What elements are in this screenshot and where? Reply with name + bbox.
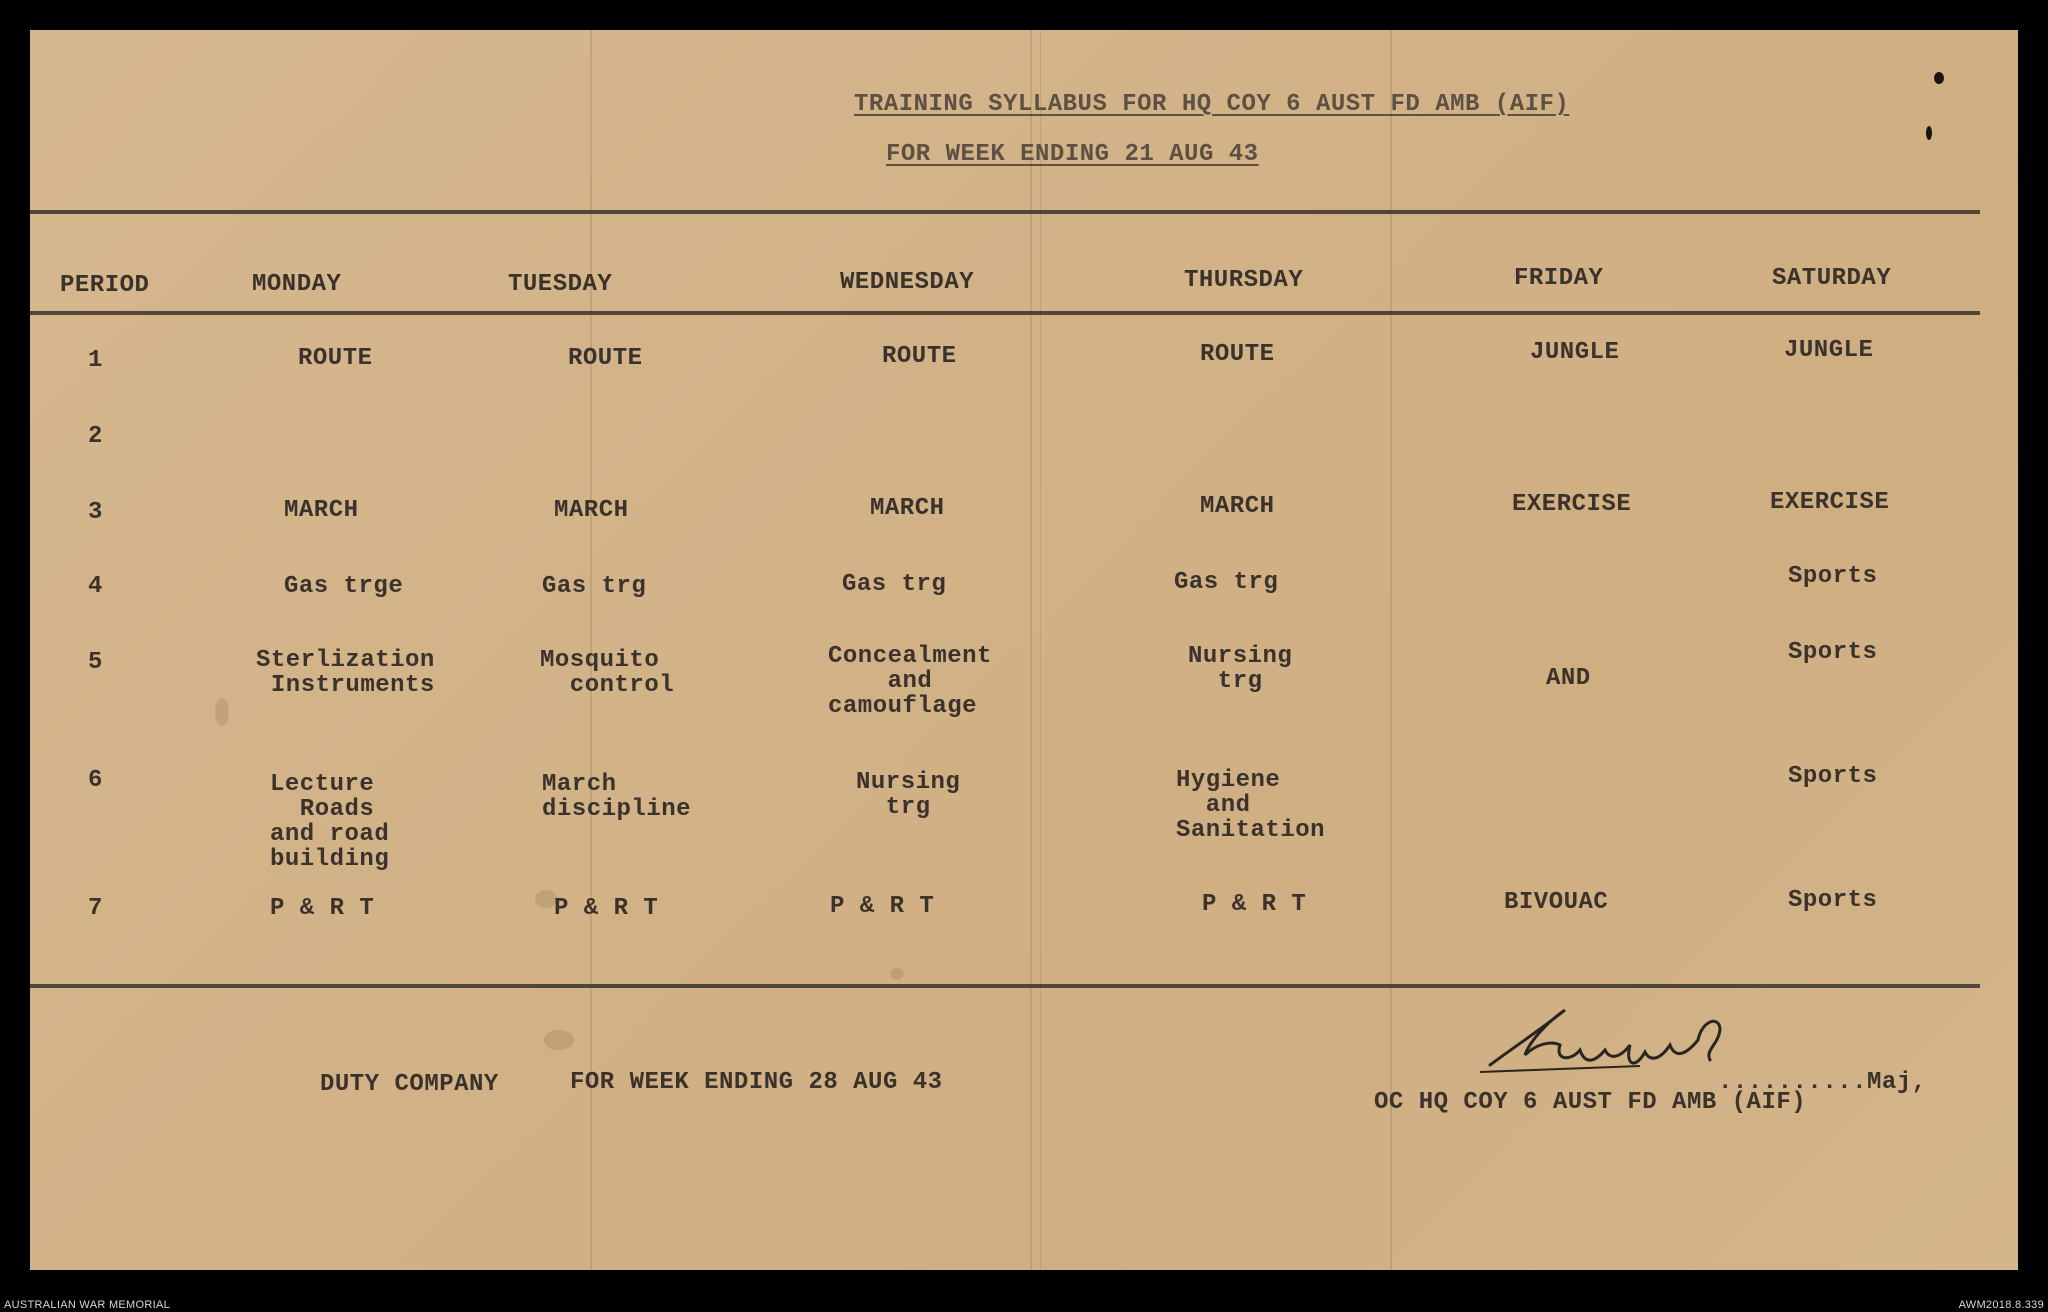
header-tuesday: TUESDAY <box>508 271 613 298</box>
monday-p1: ROUTE <box>298 345 373 372</box>
period-number: 3 <box>88 499 103 526</box>
stain <box>215 698 229 726</box>
monday-p7: P & R T <box>270 895 375 922</box>
tuesday-p1: ROUTE <box>568 345 643 372</box>
period-number: 7 <box>88 895 103 922</box>
friday-p1: JUNGLE <box>1530 339 1620 366</box>
header-saturday: SATURDAY <box>1772 265 1892 292</box>
tuesday-p7: P & R T <box>554 895 659 922</box>
fold-line <box>1040 30 1041 1270</box>
tuesday-p4: Gas trg <box>542 573 647 600</box>
saturday-p1: JUNGLE <box>1784 337 1874 364</box>
saturday-p4: Sports <box>1788 563 1878 590</box>
duty-company-week: FOR WEEK ENDING 28 AUG 43 <box>570 1069 943 1096</box>
signature-rank: ..........Maj, <box>1718 1069 1927 1096</box>
document-page <box>30 30 2018 1270</box>
monday-p5: Sterlization Instruments <box>256 647 435 699</box>
thursday-p1: ROUTE <box>1200 341 1275 368</box>
footer-source: AUSTRALIAN WAR MEMORIAL <box>4 1299 171 1311</box>
wednesday-p5: Concealment and camouflage <box>828 643 992 720</box>
period-number: 4 <box>88 573 103 600</box>
wednesday-p1: ROUTE <box>882 343 957 370</box>
fold-line <box>1390 30 1392 1270</box>
punch-hole <box>1926 126 1932 140</box>
header-period: PERIOD <box>60 272 150 299</box>
signature-block: OC HQ COY 6 AUST FD AMB (AIF) <box>1374 1089 1807 1116</box>
wednesday-p6: Nursing trg <box>856 769 961 821</box>
header-friday: FRIDAY <box>1514 265 1604 292</box>
friday-p5: AND <box>1546 665 1591 692</box>
bottom-rule <box>30 984 1980 988</box>
header-rule <box>30 311 1980 315</box>
document-subtitle: FOR WEEK ENDING 21 AUG 43 <box>886 141 1259 168</box>
tuesday-p3: MARCH <box>554 497 629 524</box>
period-number: 2 <box>88 423 103 450</box>
thursday-p6: Hygiene and Sanitation <box>1176 767 1326 844</box>
thursday-p5: Nursing trg <box>1188 643 1293 695</box>
stain <box>890 968 904 980</box>
tuesday-p5: Mosquito control <box>540 647 675 699</box>
top-rule <box>30 210 1980 214</box>
period-number: 1 <box>88 347 103 374</box>
wednesday-p7: P & R T <box>830 893 935 920</box>
punch-hole <box>1934 72 1944 84</box>
saturday-p6: Sports <box>1788 763 1878 790</box>
document-title: TRAINING SYLLABUS FOR HQ COY 6 AUST FD AMB (AIF) <box>854 91 1570 118</box>
period-number: 5 <box>88 649 103 676</box>
monday-p4: Gas trge <box>284 573 404 600</box>
header-monday: MONDAY <box>252 271 342 298</box>
header-wednesday: WEDNESDAY <box>840 269 975 296</box>
thursday-p4: Gas trg <box>1174 569 1279 596</box>
stain <box>544 1030 574 1050</box>
saturday-p3: EXERCISE <box>1770 489 1890 516</box>
monday-p6: Lecture Roads and road building <box>270 771 390 873</box>
friday-p3: EXERCISE <box>1512 491 1632 518</box>
saturday-p5: Sports <box>1788 639 1878 666</box>
fold-line <box>1030 30 1032 1270</box>
period-number: 6 <box>88 767 103 794</box>
monday-p3: MARCH <box>284 497 359 524</box>
wednesday-p3: MARCH <box>870 495 945 522</box>
tuesday-p6: March discipline <box>542 771 692 823</box>
saturday-p7: Sports <box>1788 887 1878 914</box>
footer-accession-number: AWM2018.8.339 <box>1958 1299 2044 1311</box>
duty-company-label: DUTY COMPANY <box>320 1071 499 1098</box>
thursday-p7: P & R T <box>1202 891 1307 918</box>
header-thursday: THURSDAY <box>1184 267 1304 294</box>
thursday-p3: MARCH <box>1200 493 1275 520</box>
wednesday-p4: Gas trg <box>842 571 947 598</box>
friday-p7: BIVOUAC <box>1504 889 1609 916</box>
